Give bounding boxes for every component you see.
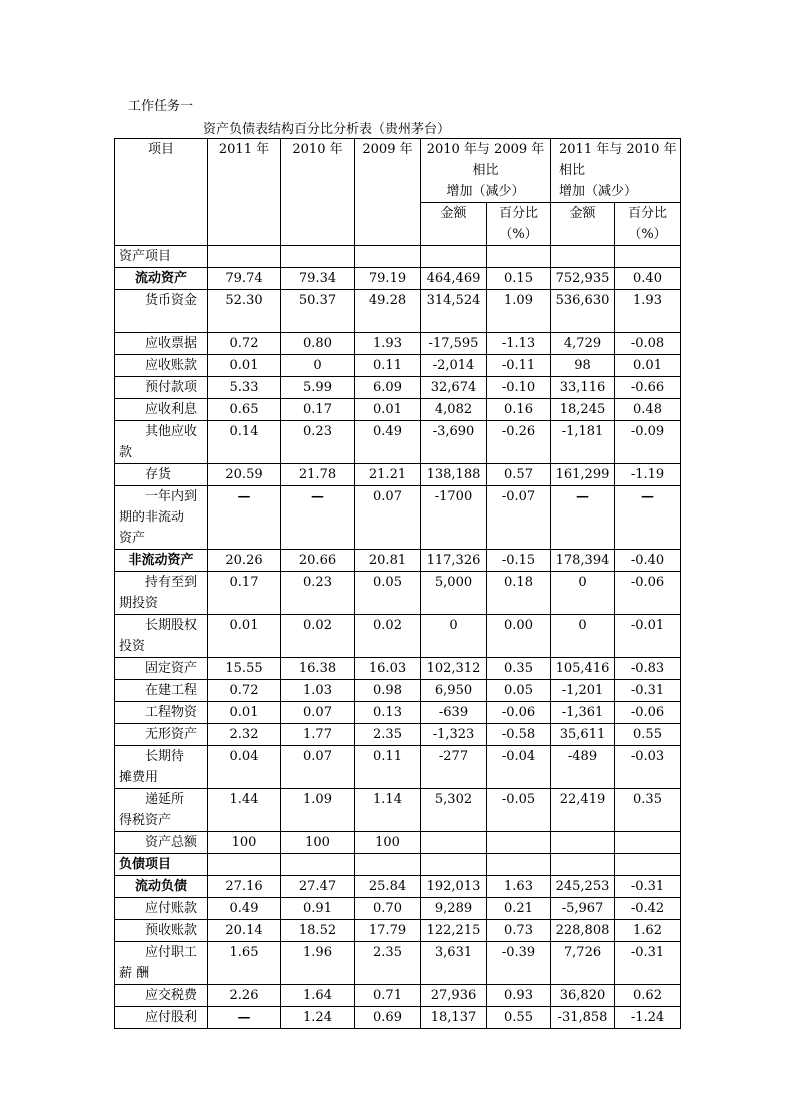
table-row [115, 486, 681, 550]
cell-value: 314,524 [421, 290, 487, 333]
cell-value [487, 246, 551, 268]
row-label-text: 工程物资 [145, 705, 198, 720]
header-2011: 2011 年 [208, 139, 281, 246]
header-pct-1-line1: 百分比 [498, 206, 538, 221]
row-label: 流动负债 [115, 876, 208, 898]
cell-value: 161,299 [551, 464, 615, 486]
cell-value [551, 854, 615, 876]
balance-sheet-table [114, 138, 681, 1029]
cell-value: 33,116 [551, 377, 615, 399]
row-label [115, 702, 208, 724]
cell-value: 1.93 [355, 333, 421, 355]
cell-value: 0.15 [487, 268, 551, 290]
row-label [115, 486, 208, 550]
cell-value: 0.48 [615, 399, 681, 421]
row-label [115, 724, 208, 746]
row-label-line: 一年内到 [145, 489, 198, 504]
table-row [115, 876, 681, 898]
header-row-1 [115, 139, 681, 203]
cell-value: 4,082 [421, 399, 487, 421]
header-compare-2011-2010-line1: 2011 年与 2010 年 [559, 142, 677, 157]
cell-value: 0.72 [208, 333, 281, 355]
cell-value: 0.21 [487, 898, 551, 920]
header-pct-2-line2: （%） [628, 227, 667, 242]
row-label-text: 存货 [145, 467, 172, 482]
row-label [115, 1007, 208, 1029]
cell-value: -0.10 [487, 377, 551, 399]
cell-value: 7,726 [551, 942, 615, 985]
row-label-text: 固定资产 [145, 661, 198, 676]
row-label [115, 421, 208, 464]
row-label [115, 464, 208, 486]
row-label [115, 789, 208, 832]
cell-value: 0.07 [281, 702, 355, 724]
cell-value: 36,820 [551, 985, 615, 1007]
cell-value: -0.11 [487, 355, 551, 377]
cell-value: — [615, 486, 681, 550]
table-row [115, 399, 681, 421]
table-row [115, 985, 681, 1007]
cell-value: 2.32 [208, 724, 281, 746]
row-label [115, 942, 208, 985]
cell-value: 0.49 [208, 898, 281, 920]
cell-value: 6,950 [421, 680, 487, 702]
cell-value [487, 854, 551, 876]
cell-value: -0.04 [487, 746, 551, 789]
row-label-text: 资产总额 [145, 835, 198, 850]
cell-value: 1.64 [281, 985, 355, 1007]
cell-value: 32,674 [421, 377, 487, 399]
header-pct-1 [487, 203, 551, 246]
cell-value [281, 854, 355, 876]
cell-value: 0.49 [355, 421, 421, 464]
cell-value: — [281, 486, 355, 550]
cell-value: 0.17 [208, 572, 281, 615]
cell-value: 0.73 [487, 920, 551, 942]
cell-value: 0 [421, 615, 487, 658]
cell-value [551, 832, 615, 854]
cell-value: 1.09 [487, 290, 551, 333]
row-label [115, 898, 208, 920]
cell-value [421, 832, 487, 854]
row-label-text: 应收利息 [145, 402, 198, 417]
cell-value: -0.31 [615, 942, 681, 985]
cell-value: 1.77 [281, 724, 355, 746]
cell-value: -0.01 [615, 615, 681, 658]
cell-value: 0.57 [487, 464, 551, 486]
table-row [115, 832, 681, 854]
table-caption: 资产负债表结构百分比分析表（贵州茅台） [203, 122, 451, 137]
cell-value: 6.09 [355, 377, 421, 399]
cell-value: 0.07 [281, 746, 355, 789]
cell-value: 20.26 [208, 550, 281, 572]
cell-value: -0.39 [487, 942, 551, 985]
row-label-text: 无形资产 [145, 727, 198, 742]
row-label [115, 985, 208, 1007]
row-label [115, 377, 208, 399]
cell-value: -489 [551, 746, 615, 789]
table-row [115, 680, 681, 702]
header-compare-2011-2010-line3: 增加（减少） [559, 184, 638, 199]
table-row [115, 377, 681, 399]
table-row [115, 464, 681, 486]
header-item: 项目 [115, 139, 208, 246]
header-compare-2010-2009-line2: 相比 [472, 163, 499, 178]
row-label [115, 355, 208, 377]
cell-value: 0.05 [355, 572, 421, 615]
cell-value: — [551, 486, 615, 550]
cell-value: -0.26 [487, 421, 551, 464]
cell-value: 50.37 [281, 290, 355, 333]
cell-value [487, 832, 551, 854]
cell-value: 2.26 [208, 985, 281, 1007]
cell-value: -0.31 [615, 876, 681, 898]
header-pct-1-line2: （%） [499, 227, 538, 242]
cell-value: 9,289 [421, 898, 487, 920]
cell-value: 0.91 [281, 898, 355, 920]
row-label [115, 290, 208, 333]
cell-value: 0.11 [355, 746, 421, 789]
cell-value: 1.24 [281, 1007, 355, 1029]
row-label [115, 832, 208, 854]
row-label: 资产项目 [115, 246, 208, 268]
cell-value [355, 854, 421, 876]
header-compare-2010-2009-line3: 增加（减少） [446, 184, 525, 199]
cell-value: -1,201 [551, 680, 615, 702]
cell-value: 1.03 [281, 680, 355, 702]
row-label-line: 薪 酬 [119, 966, 150, 981]
cell-value: 27.47 [281, 876, 355, 898]
cell-value: 100 [355, 832, 421, 854]
row-label [115, 572, 208, 615]
cell-value: 1.44 [208, 789, 281, 832]
cell-value: -5,967 [551, 898, 615, 920]
cell-value: -3,690 [421, 421, 487, 464]
cell-value: 0.05 [487, 680, 551, 702]
cell-value: 27.16 [208, 876, 281, 898]
cell-value: 536,630 [551, 290, 615, 333]
header-compare-2010-2009 [421, 139, 551, 203]
row-label-text: 应付股利 [145, 1010, 198, 1025]
cell-value: 245,253 [551, 876, 615, 898]
row-label: 流动资产 [115, 268, 208, 290]
header-amount-2: 金额 [551, 203, 615, 246]
cell-value: 16.03 [355, 658, 421, 680]
cell-value: -1,323 [421, 724, 487, 746]
cell-value: 1.62 [615, 920, 681, 942]
cell-value: 5.99 [281, 377, 355, 399]
cell-value: 1.96 [281, 942, 355, 985]
cell-value: 105,416 [551, 658, 615, 680]
table-row [115, 333, 681, 355]
cell-value: -2,014 [421, 355, 487, 377]
cell-value: -0.08 [615, 333, 681, 355]
cell-value: -31,858 [551, 1007, 615, 1029]
table-row [115, 268, 681, 290]
row-label-line: 其他应收 [145, 424, 198, 439]
row-label [115, 746, 208, 789]
cell-value: 21.78 [281, 464, 355, 486]
cell-value [208, 246, 281, 268]
cell-value: 0.13 [355, 702, 421, 724]
cell-value: 0.98 [355, 680, 421, 702]
cell-value: 0.65 [208, 399, 281, 421]
cell-value: 464,469 [421, 268, 487, 290]
cell-value: -0.05 [487, 789, 551, 832]
table-row [115, 421, 681, 464]
cell-value: 0.93 [487, 985, 551, 1007]
cell-value: -0.40 [615, 550, 681, 572]
row-label [115, 615, 208, 658]
cell-value: -0.03 [615, 746, 681, 789]
cell-value [615, 832, 681, 854]
header-2010: 2010 年 [281, 139, 355, 246]
cell-value: 0.01 [208, 355, 281, 377]
cell-value: 79.34 [281, 268, 355, 290]
cell-value: 0.17 [281, 399, 355, 421]
table-row [115, 355, 681, 377]
cell-value: 0.80 [281, 333, 355, 355]
cell-value: -1.24 [615, 1007, 681, 1029]
header-pct-2 [615, 203, 681, 246]
cell-value: 117,326 [421, 550, 487, 572]
cell-value: 18.52 [281, 920, 355, 942]
cell-value: 0 [551, 572, 615, 615]
cell-value: 79.74 [208, 268, 281, 290]
cell-value: 0.07 [355, 486, 421, 550]
row-label-line: 期投资 [119, 596, 159, 611]
cell-value: 0.01 [208, 615, 281, 658]
cell-value: 0.55 [615, 724, 681, 746]
cell-value: 79.19 [355, 268, 421, 290]
table-row [115, 898, 681, 920]
cell-value: 0.71 [355, 985, 421, 1007]
cell-value: — [208, 1007, 281, 1029]
table-row [115, 290, 681, 333]
row-label [115, 680, 208, 702]
cell-value [281, 246, 355, 268]
row-label-line: 得税资产 [119, 813, 172, 828]
cell-value: 0.01 [355, 399, 421, 421]
cell-value: 20.81 [355, 550, 421, 572]
cell-value [615, 246, 681, 268]
cell-value: -0.31 [615, 680, 681, 702]
cell-value: 2.35 [355, 724, 421, 746]
cell-value: 0 [281, 355, 355, 377]
cell-value: 1.09 [281, 789, 355, 832]
header-compare-2011-2010 [551, 139, 681, 203]
cell-value [421, 246, 487, 268]
cell-value: 21.21 [355, 464, 421, 486]
row-label-text: 预付款项 [145, 380, 198, 395]
cell-value [615, 854, 681, 876]
row-label [115, 333, 208, 355]
cell-value: 0.00 [487, 615, 551, 658]
cell-value: 0.35 [615, 789, 681, 832]
table-row [115, 658, 681, 680]
cell-value: -0.42 [615, 898, 681, 920]
row-label-line: 投资 [119, 639, 146, 654]
row-label-text: 应付账款 [145, 901, 198, 916]
cell-value: -17,595 [421, 333, 487, 355]
cell-value: 52.30 [208, 290, 281, 333]
row-label-line: 长期待 [145, 749, 185, 764]
row-label-text: 预收账款 [145, 923, 198, 938]
cell-value: -0.06 [615, 572, 681, 615]
cell-value: 2.35 [355, 942, 421, 985]
cell-value: 1.63 [487, 876, 551, 898]
cell-value: 22,419 [551, 789, 615, 832]
cell-value: 0.23 [281, 421, 355, 464]
cell-value: -1.13 [487, 333, 551, 355]
header-compare-2011-2010-line2: 相比 [559, 163, 586, 178]
cell-value: 0.70 [355, 898, 421, 920]
cell-value: 1.65 [208, 942, 281, 985]
cell-value: 0.02 [281, 615, 355, 658]
task-heading: 工作任务一 [128, 99, 194, 114]
cell-value: -0.06 [487, 702, 551, 724]
row-label: 负债项目 [115, 854, 208, 876]
cell-value: 0.35 [487, 658, 551, 680]
table-row [115, 920, 681, 942]
cell-value: 49.28 [355, 290, 421, 333]
cell-value: 138,188 [421, 464, 487, 486]
row-label-text: 应收票据 [145, 336, 198, 351]
cell-value: 122,215 [421, 920, 487, 942]
cell-value: 0.18 [487, 572, 551, 615]
cell-value: -277 [421, 746, 487, 789]
cell-value: 178,394 [551, 550, 615, 572]
cell-value: 0.01 [208, 702, 281, 724]
cell-value: 16.38 [281, 658, 355, 680]
cell-value: -1,181 [551, 421, 615, 464]
cell-value: -0.83 [615, 658, 681, 680]
row-label-text: 货币资金 [145, 293, 198, 308]
row-label-text: 应收账款 [145, 358, 198, 373]
cell-value: 18,245 [551, 399, 615, 421]
cell-value: -0.07 [487, 486, 551, 550]
table-row [115, 854, 681, 876]
cell-value: 4,729 [551, 333, 615, 355]
row-label-line: 长期股权 [145, 618, 198, 633]
cell-value: -0.06 [615, 702, 681, 724]
table-row [115, 746, 681, 789]
table-row [115, 572, 681, 615]
cell-value: 0 [551, 615, 615, 658]
cell-value: 98 [551, 355, 615, 377]
cell-value: 0.02 [355, 615, 421, 658]
cell-value: 20.14 [208, 920, 281, 942]
cell-value: 0.23 [281, 572, 355, 615]
cell-value: 0.11 [355, 355, 421, 377]
table-row [115, 789, 681, 832]
cell-value: 20.66 [281, 550, 355, 572]
cell-value: -0.09 [615, 421, 681, 464]
cell-value: 0.16 [487, 399, 551, 421]
table-row [115, 942, 681, 985]
cell-value: -1700 [421, 486, 487, 550]
cell-value: 5,000 [421, 572, 487, 615]
row-label-text: 应交税费 [145, 988, 198, 1003]
row-label-line: 资产 [119, 531, 146, 546]
cell-value: 102,312 [421, 658, 487, 680]
cell-value: 228,808 [551, 920, 615, 942]
row-label-line: 期的非流动 [119, 510, 185, 525]
cell-value: 0.62 [615, 985, 681, 1007]
row-label-line: 摊费用 [119, 770, 159, 785]
cell-value [551, 246, 615, 268]
cell-value: -0.66 [615, 377, 681, 399]
row-label-line: 持有至到 [145, 575, 198, 590]
cell-value: 100 [281, 832, 355, 854]
cell-value: 0.04 [208, 746, 281, 789]
cell-value: 0.69 [355, 1007, 421, 1029]
cell-value: 0.55 [487, 1007, 551, 1029]
row-label-line: 递延所 [145, 792, 185, 807]
cell-value: 1.93 [615, 290, 681, 333]
cell-value: 15.55 [208, 658, 281, 680]
cell-value: -0.58 [487, 724, 551, 746]
cell-value: 20.59 [208, 464, 281, 486]
header-pct-2-line1: 百分比 [627, 206, 667, 221]
cell-value: 752,935 [551, 268, 615, 290]
header-compare-2010-2009-line1: 2010 年与 2009 年 [426, 142, 545, 157]
row-label-text: 在建工程 [145, 683, 198, 698]
table-row [115, 615, 681, 658]
row-label-line: 应付职工 [145, 945, 198, 960]
cell-value [208, 854, 281, 876]
cell-value: 100 [208, 832, 281, 854]
header-2009: 2009 年 [355, 139, 421, 246]
cell-value: 25.84 [355, 876, 421, 898]
cell-value: 17.79 [355, 920, 421, 942]
row-label-line: 款 [119, 445, 133, 460]
cell-value [421, 854, 487, 876]
row-label [115, 658, 208, 680]
table-row [115, 246, 681, 268]
table-row [115, 724, 681, 746]
cell-value: 0.01 [615, 355, 681, 377]
cell-value: 35,611 [551, 724, 615, 746]
table-row [115, 550, 681, 572]
cell-value: 1.14 [355, 789, 421, 832]
cell-value: -1,361 [551, 702, 615, 724]
cell-value: 0.14 [208, 421, 281, 464]
row-label: 非流动资产 [115, 550, 208, 572]
row-label [115, 399, 208, 421]
header-amount-1: 金额 [421, 203, 487, 246]
cell-value: -1.19 [615, 464, 681, 486]
table-row [115, 702, 681, 724]
cell-value: 0.40 [615, 268, 681, 290]
cell-value: 3,631 [421, 942, 487, 985]
row-label [115, 920, 208, 942]
cell-value: -639 [421, 702, 487, 724]
cell-value: 18,137 [421, 1007, 487, 1029]
cell-value: 5,302 [421, 789, 487, 832]
cell-value [355, 246, 421, 268]
cell-value: 192,013 [421, 876, 487, 898]
cell-value: 0.72 [208, 680, 281, 702]
cell-value: — [208, 486, 281, 550]
table-row [115, 1007, 681, 1029]
cell-value: 27,936 [421, 985, 487, 1007]
cell-value: -0.15 [487, 550, 551, 572]
cell-value: 5.33 [208, 377, 281, 399]
